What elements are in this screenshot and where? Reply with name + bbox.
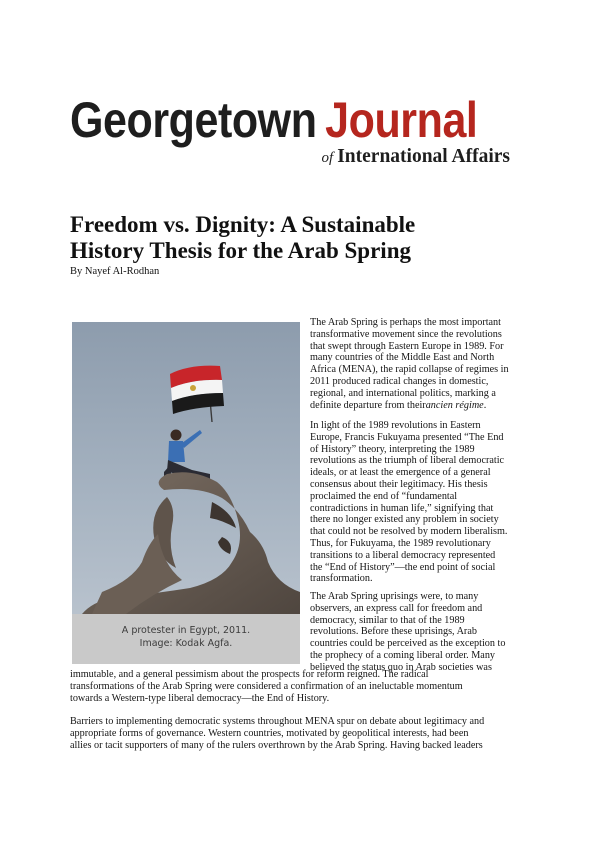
text-line: transformation. (310, 573, 373, 585)
text-line: countries could be perceived as the exception to (310, 638, 506, 650)
text-line: Barriers to implementing democratic systems throughout MENA spur on debate about legitimacy and (70, 716, 485, 727)
text-line: revolutions. Before these uprisings, Arab (310, 626, 477, 638)
text-line: The Arab Spring uprisings were, to many (310, 591, 479, 602)
body-paragraph-3 (310, 591, 530, 674)
text-line: transformations of the Arab Spring were considered a confirmation of an ineluctable momentum (70, 680, 463, 692)
protester-lion-photo (72, 322, 300, 614)
masthead-sub-rest: International Affairs (337, 146, 510, 167)
article-title (70, 212, 540, 264)
text-fragment: . (483, 399, 487, 411)
body-paragraph-2 (310, 420, 530, 585)
text-line: there no longer existed any problem in society (310, 514, 499, 526)
text-line: proclaimed the end of “fundamental (310, 490, 458, 502)
body-paragraph-3-continued (70, 669, 530, 704)
text-line: believed the status quo in Arab societies was (310, 661, 492, 673)
masthead-subtitle (220, 146, 510, 170)
masthead-sub-of: of (321, 150, 334, 166)
text-line: that swept through Eastern Europe in 1989. For (310, 340, 504, 352)
article-byline: By Nayef Al-Rodhan (70, 266, 160, 277)
text-line: contradictions in human life,” signifying that (310, 502, 494, 514)
text-line: 2011 produced radical changes in domestic, (310, 375, 489, 387)
text-line: observers, an express call for freedom and (310, 602, 483, 614)
article-figure (72, 322, 300, 664)
text-line (310, 400, 530, 412)
text-fragment: definite departure from their (310, 399, 426, 411)
text-line: ideals, or at least the emergence of a general (310, 467, 491, 479)
figure-caption (72, 614, 300, 664)
text-line: democracy, similar to that of the 1989 (310, 614, 465, 626)
text-line: regional, and international politics, marking a (310, 387, 496, 399)
text-line: Europe, Francis Fukuyama presented “The End (310, 431, 504, 443)
text-line: of History” theory, interpreting the 1989 (310, 443, 475, 455)
article-title-line-2: History Thesis for the Arab Spring (70, 238, 411, 263)
figure-caption-line-2: Image: Kodak Agfa. (139, 638, 233, 649)
text-line: transformative movement since the revolutions (310, 328, 502, 340)
body-paragraph-4 (70, 716, 530, 751)
text-line: many countries of the Middle East and North (310, 352, 495, 364)
article-title-line-1: Freedom vs. Dignity: A Sustainable (70, 212, 416, 237)
figure-caption-line-1: A protester in Egypt, 2011. (121, 625, 251, 636)
text-line: Africa (MENA), the rapid collapse of regimes in (310, 364, 509, 376)
text-line: consensus about their legitimacy. His thesis (310, 478, 488, 490)
text-line: In light of the 1989 revolutions in Eastern (310, 420, 481, 431)
body-paragraph-1 (310, 317, 530, 411)
text-line: Thus, for Fukuyama, the 1989 revolutionary (310, 537, 491, 549)
text-line: towards a Western-type liberal democracy—the End of History. (70, 692, 330, 704)
ancien-regime-italic: ancien régime (425, 399, 484, 411)
text-line: The Arab Spring is perhaps the most important (310, 317, 501, 328)
text-line: appropriate forms of governance. Western countries, motivated by geopolitical interests, had been (70, 727, 469, 739)
text-line: that could not be resolved by modern liberalism. (310, 526, 508, 538)
text-line: revolutions as the triumph of liberal democratic (310, 455, 505, 467)
text-line: transitions to a liberal democracy represented (310, 549, 496, 561)
masthead-name-georgetown: Georgetown (70, 92, 317, 148)
text-line: the “End of History”—the end point of social (310, 561, 496, 573)
text-line: the prophecy of a coming liberal order. Many (310, 649, 496, 661)
masthead-name-journal: Journal (325, 92, 478, 148)
text-line: allies or tacit supporters of many of the rulers overthrown by the Arab Spring. Having backed leaders (70, 739, 483, 751)
text-line: immutable, and a general pessimism about the prospects for reform reigned. The radical (70, 669, 429, 680)
